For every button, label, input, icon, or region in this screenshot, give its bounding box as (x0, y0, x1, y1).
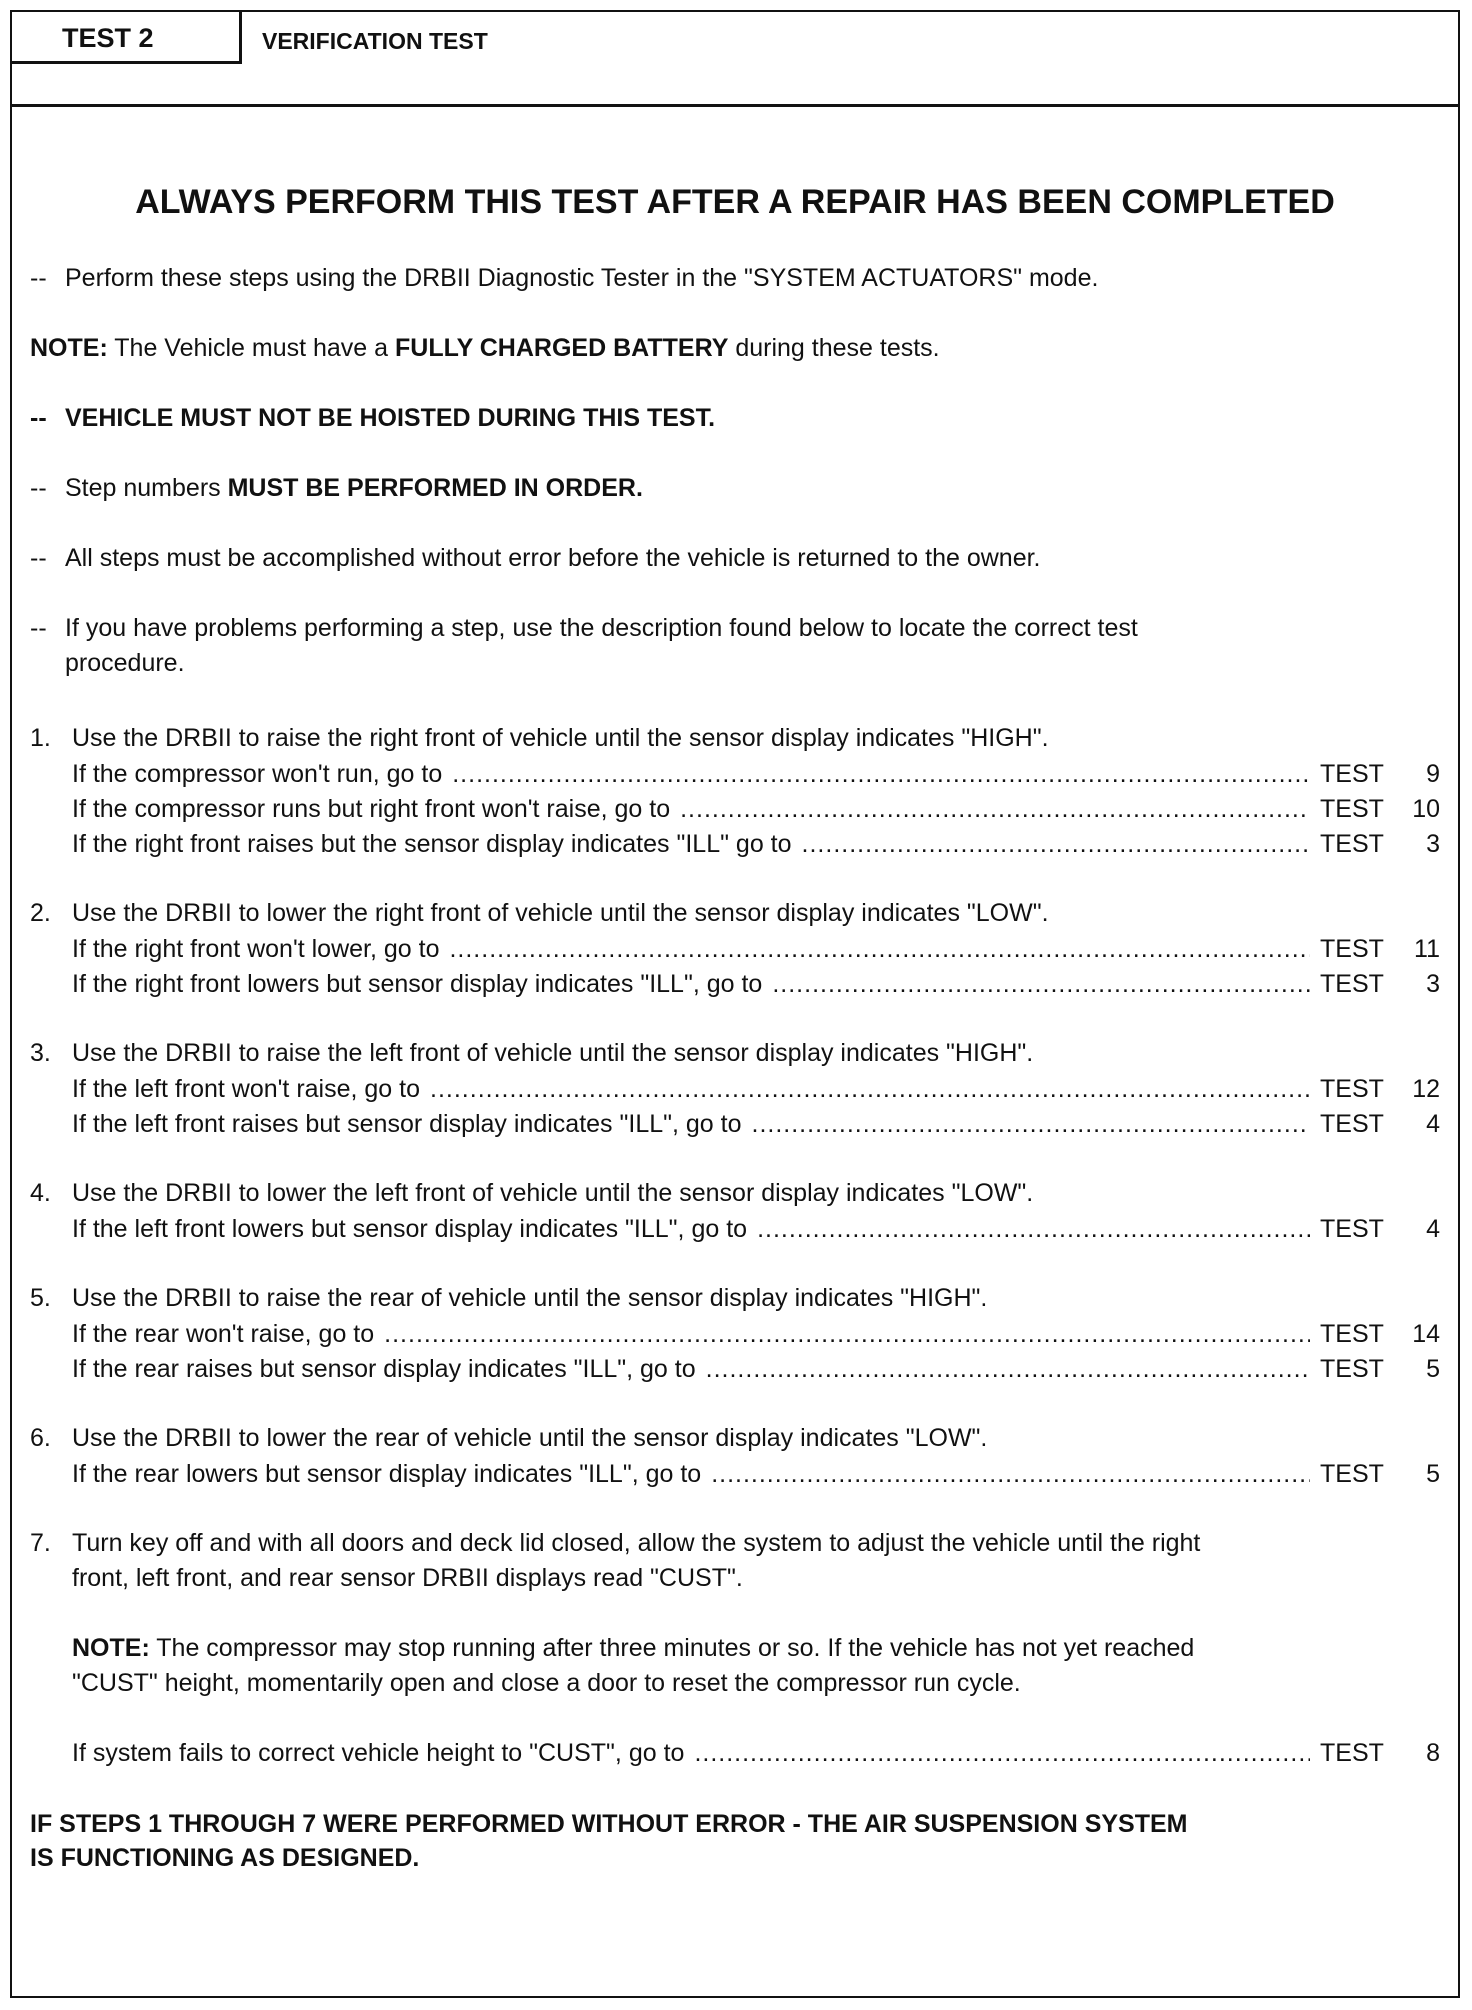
step-3-ref-2: If the left front raises but sensor display indicates "ILL", go to ..... TEST 4 (30, 1108, 1440, 1140)
leader-dots (430, 1073, 1310, 1105)
leader-dots (694, 1737, 1310, 1769)
step-2-ref-1: If the right front won't lower, go to ..... TEST 11 (30, 933, 1440, 965)
compressor-note: NOTE: The compressor may stop running after three minutes or so. If the vehicle has not yet reached (72, 1634, 1195, 1662)
step-5-ref-2: If the rear raises but sensor display indicates "ILL", go to ..... TEST 5 (30, 1353, 1440, 1385)
step-2: 2. Use the DRBII to lower the right front of vehicle until the sensor display indicates "LOW". (30, 899, 1049, 927)
order-instruction: -- Step numbers MUST BE PERFORMED IN ORDER. (30, 474, 643, 502)
header-bar (12, 12, 1458, 107)
step-7: 7. Turn key off and with all doors and deck lid closed, allow the system to adjust the vehicle until the right (30, 1529, 1201, 1557)
leader-dots (706, 1353, 1310, 1385)
step-7-cont: front, left front, and rear sensor DRBII displays read "CUST". (72, 1564, 743, 1592)
procedure-frame (10, 10, 1460, 1998)
step-5-ref-1: If the rear won't raise, go to ..... TEST 14 (30, 1318, 1440, 1350)
leader-dots (449, 933, 1310, 965)
leader-dots (452, 758, 1310, 790)
step-3: 3. Use the DRBII to raise the left front of vehicle until the sensor display indicates "HIGH". (30, 1039, 1034, 1067)
intro-line-1: -- Perform these steps using the DRBII Diagnostic Tester in the "SYSTEM ACTUATORS" mode. (30, 264, 1099, 292)
conclusion: IF STEPS 1 THROUGH 7 WERE PERFORMED WITHOUT ERROR - THE AIR SUSPENSION SYSTEM IS FUNCTIONING AS DESIGNED. (30, 1810, 1188, 1872)
test-title: VERIFICATION TEST (262, 28, 488, 54)
compressor-note-cont: "CUST" height, momentarily open and close a door to reset the compressor run cycle. (72, 1669, 1021, 1697)
step-5: 5. Use the DRBII to raise the rear of vehicle until the sensor display indicates "HIGH". (30, 1284, 988, 1312)
problems-instruction: -- If you have problems performing a step, use the description found below to locate the correct test (30, 614, 1138, 642)
leader-dots (802, 828, 1310, 860)
step-3-ref-1: If the left front won't raise, go to ..... TEST 12 (30, 1073, 1440, 1105)
leader-dots (711, 1458, 1310, 1490)
step-6-ref-1: If the rear lowers but sensor display indicates "ILL", go to ..... TEST 5 (30, 1458, 1440, 1490)
leader-dots (757, 1213, 1310, 1245)
leader-dots (680, 793, 1310, 825)
step-1-ref-3: If the right front raises but the sensor display indicates "ILL" go to ..... TEST 3 (30, 828, 1440, 860)
step-4: 4. Use the DRBII to lower the left front of vehicle until the sensor display indicates "LOW". (30, 1179, 1034, 1207)
page-headline: ALWAYS PERFORM THIS TEST AFTER A REPAIR HAS BEEN COMPLETED (135, 183, 1335, 221)
step-1: 1. Use the DRBII to raise the right front of vehicle until the sensor display indicates "HIGH". (30, 724, 1049, 752)
step-4-ref-1: If the left front lowers but sensor display indicates "ILL", go to ..... TEST 4 (30, 1213, 1440, 1245)
step-2-ref-2: If the right front lowers but sensor display indicates "ILL", go to ..... TEST 3 (30, 968, 1440, 1000)
test-id-tab: TEST 2 (12, 12, 242, 64)
step-1-ref-2: If the compressor runs but right front won't raise, go to ..... TEST 10 (30, 793, 1440, 825)
leader-dots (752, 1108, 1311, 1140)
battery-note: NOTE: The Vehicle must have a FULLY CHARGED BATTERY during these tests. (30, 334, 940, 362)
problems-instruction-cont: procedure. (65, 649, 185, 677)
step-7-ref-1: If system fails to correct vehicle height to "CUST", go to ..... TEST 8 (30, 1737, 1440, 1769)
leader-dots (772, 968, 1310, 1000)
step-1-ref-1: If the compressor won't run, go to ..... TEST 9 (30, 758, 1440, 790)
step-6: 6. Use the DRBII to lower the rear of vehicle until the sensor display indicates "LOW". (30, 1424, 988, 1452)
leader-dots (384, 1318, 1310, 1350)
no-error-instruction: -- All steps must be accomplished without error before the vehicle is returned to the owner. (30, 544, 1041, 572)
hoist-warning: -- VEHICLE MUST NOT BE HOISTED DURING THIS TEST. (30, 404, 716, 432)
